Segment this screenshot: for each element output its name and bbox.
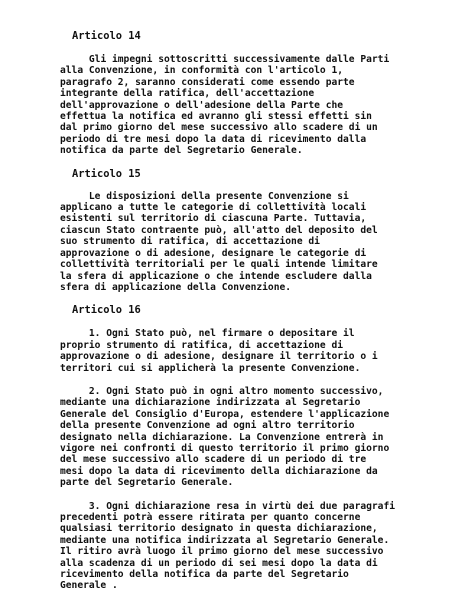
article-15-heading: Articolo 15 [72, 167, 141, 180]
article-16-paragraph-3: 3. Ogni dichiarazione resa in virtù dei due paragrafi precedenti potrà essere ritirata per quanto concerne qualsiasi territorio designato in questa dichiarazione, mediante una notifica indirizzata al Segretario Generale. Il ritiro avrà luogo il primo giorno del mese successivo alla scadenza di un periodo di sei mesi dopo la data di ricevimento della notifica da parte del Segretario Generale . [60, 500, 396, 592]
article-16-heading: Articolo 16 [72, 304, 141, 317]
article-16-paragraph-1: 1. Ogni Stato può, nel firmare o depositare il proprio strumento di ratifica, di accettazione di approvazione o di adesione, designare il territorio o i territori cui si applicherà la presente Convenzione. [60, 328, 378, 374]
article-16-paragraph-2: 2. Ogni Stato può in ogni altro momento successivo, mediante una dichiarazione indirizzata al Segretario Generale del Consiglio d'Europa, estendere l'applicazione della presente Convenzione ad ogni altro territorio designato nella dichiarazione. La Convenzione entrerà in vigore nei confronti di questo territorio il primo giorno del mese successivo allo scadere di un periodo di tre mesi dopo la data di ricevimento della dichiarazione da parte del Segretario Generale. [60, 385, 390, 489]
article-14-heading: Articolo 14 [72, 30, 141, 42]
article-15-text: Le disposizioni della presente Convenzione si applicano a tutte le categorie di collettività locali esistenti sul territorio di ciascuna Parte. Tuttavia, ciascun Stato contraente può, all'atto del deposito del suo strumento di ratifica, di accettazione di approvazione o di adesione, designare le categorie di collettività territoriali per le quali intende limitare la sfera di applicazione o che intende escludere dalla sfera di applicazione della Convenzione. [60, 190, 378, 293]
article-14-text: Gli impegni sottoscritti successivamente dalle Parti alla Convenzione, in conformità con l'articolo 1, paragrafo 2, saranno considerati come essendo parte integrante della ratifica, dell'accettazione dell'approvazione o dell'adesione della Parte che effettua la notifica ed avranno gli stessi effetti sin dal primo giorno del mese successivo allo scadere di un periodo di tre mesi dopo la data di ricevimento dalla notifica da parte del Segretario Generale. [60, 54, 390, 157]
